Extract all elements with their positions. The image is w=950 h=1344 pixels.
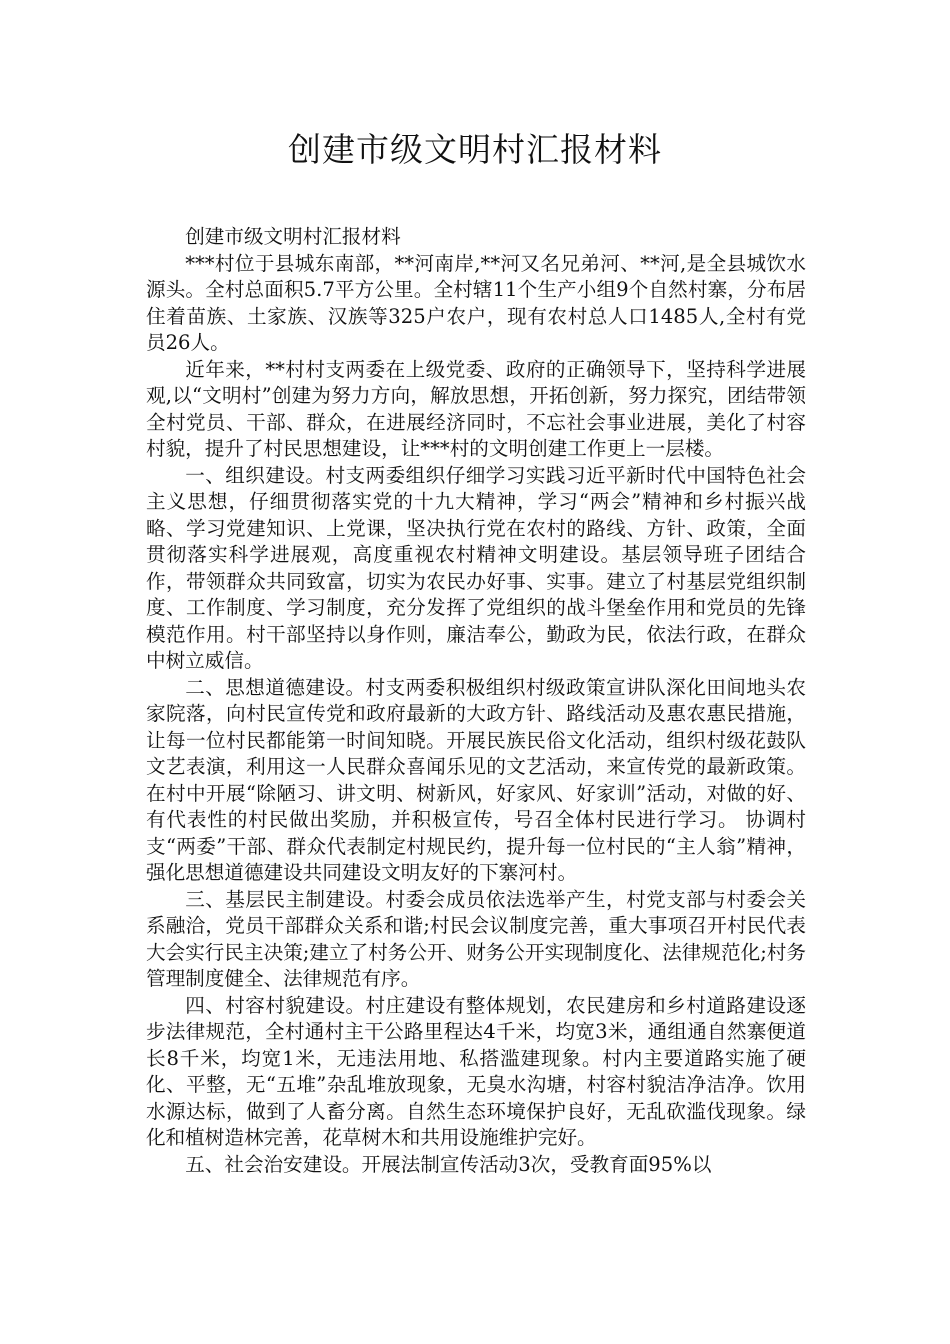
intro-paragraph: ***村位于县城东南部，**河南岸,**河又名兄弟河、**河,是全县城饮水源头。全村总面积5.7平方公里。全村辖11个生产小组9个自然村寨，分布居住着苗族、土家族、汉族等325户农户，现有农村总人口1485人,全村有党员26人。 — [146, 251, 806, 354]
document-body — [146, 224, 806, 1178]
section-ideology-paragraph: 二、思想道德建设。村支两委积极组织村级政策宣讲队深化田间地头农家院落，向村民宣传党和政府最新的大政方针、路线活动及惠农惠民措施，让每一位村民都能第一时间知晓。开展民族民俗文化活动，组织村级花鼓队文艺表演，利用这一人民群众喜闻乐见的文艺活动，来宣传党的最新政策。在村中开展“除陋习、讲文明、树新风，好家风、好家训”活动，对做的好、有代表性的村民做出奖励，并积极宣传，号召全体村民进行学习。 协调村支“两委”干部、群众代表制定村规民约，提升每一位村民的“主人翁”精神，强化思想道德建设共同建设文明友好的下寨河村。 — [146, 675, 806, 884]
section-democracy-paragraph: 三、基层民主制建设。村委会成员依法选举产生，村党支部与村委会关系融洽，党员干部群众关系和谐;村民会议制度完善，重大事项召开村民代表大会实行民主决策;建立了村务公开、财务公开实现制度化、法律规范化;村务管理制度健全、法律规范有序。 — [146, 887, 806, 990]
section-public-security-paragraph: 五、社会治安建设。开展法制宣传活动3次，受教育面95%以 — [185, 1152, 712, 1176]
document-title: 创建市级文明村汇报材料 — [288, 130, 662, 169]
section-organization-paragraph: 一、组织建设。村支两委组织仔细学习实践习近平新时代中国特色社会主义思想，仔细贯彻落实党的十九大精神，学习“两会”精神和乡村振兴战略、学习党建知识、上党课，坚决执行党在农村的路线、方针、政策，全面贯彻落实科学进展观，高度重视农村精神文明建设。基层领导班子团结合作，带领群众共同致富，切实为农民办好事、实事。建立了村基层党组织制度、工作制度、学习制度，充分发挥了党组织的战斗堡垒作用和党员的先锋模范作用。村干部坚持以身作则，廉洁奉公，勤政为民，依法行政，在群众中树立威信。 — [146, 463, 806, 672]
subtitle-paragraph: 创建市级文明村汇报材料 — [185, 225, 401, 248]
overview-paragraph: 近年来，**村村支两委在上级党委、政府的正确领导下，坚持科学进展观,以“文明村”创建为努力方向，解放思想，开拓创新，努力探究，团结带领全村党员、干部、群众，在进展经济同时，不忘社会事业进展，美化了村容村貌，提升了村民思想建设，让***村的文明创建工作更上一层楼。 — [146, 357, 806, 460]
section-village-appearance-paragraph: 四、村容村貌建设。村庄建设有整体规划，农民建房和乡村道路建设逐步法律规范，全村通村主干公路里程达4千米，均宽3米，通组通自然寨便道长8千米，均宽1米，无违法用地、私搭滥建现象。村内主要道路实施了硬化、平整，无“五堆”杂乱堆放现象，无臭水沟塘，村容村貌洁净洁净。饮用水源达标，做到了人畜分离。自然生态环境保护良好，无乱砍滥伐现象。绿化和植树造林完善，花草树木和共用设施维护完好。 — [146, 993, 806, 1149]
